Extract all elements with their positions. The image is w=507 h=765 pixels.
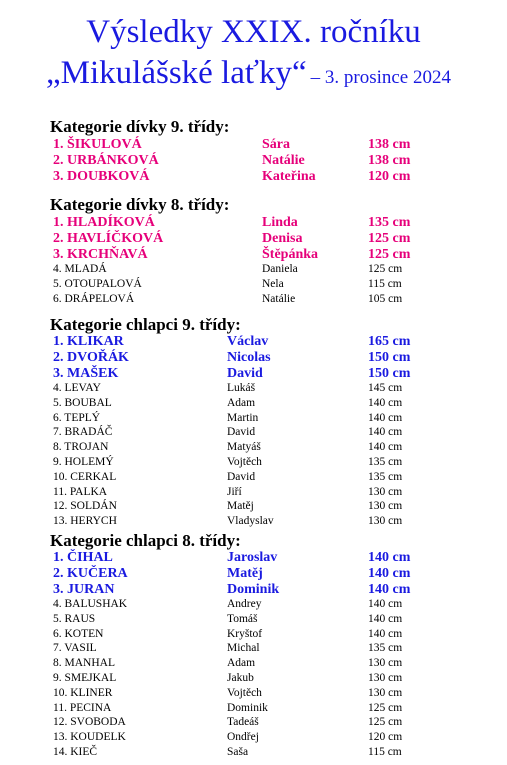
result-place-surname: 13. HERYCH bbox=[53, 515, 117, 528]
result-first-name: Vladyslav bbox=[227, 515, 274, 528]
result-height: 140 cm bbox=[368, 396, 403, 409]
result-row bbox=[0, 231, 507, 247]
result-place-surname: 11. PALKA bbox=[53, 485, 108, 498]
result-row bbox=[0, 169, 507, 185]
result-place-surname: 12. SOLDÁN bbox=[53, 500, 117, 513]
result-first-name: Dominik bbox=[227, 582, 280, 597]
result-place-surname: 4. LEVAY bbox=[53, 382, 101, 394]
result-first-name: Adam bbox=[227, 396, 256, 409]
category-heading: Kategorie dívky 9. třídy: bbox=[50, 117, 230, 136]
result-height: 140 cm bbox=[368, 441, 403, 454]
result-first-name: Kryštof bbox=[227, 627, 263, 640]
result-height: 140 cm bbox=[368, 550, 411, 565]
category-heading: Kategorie dívky 8. třídy: bbox=[50, 195, 230, 214]
result-row bbox=[0, 566, 507, 582]
result-height: 130 cm bbox=[368, 672, 403, 684]
result-row bbox=[0, 702, 507, 716]
result-row bbox=[0, 215, 507, 231]
result-height: 120 cm bbox=[368, 731, 403, 744]
result-row bbox=[0, 515, 507, 529]
result-place-surname: 5. OTOUPALOVÁ bbox=[53, 277, 142, 290]
result-first-name: Saša bbox=[227, 746, 249, 758]
result-first-name: Vojtěch bbox=[227, 686, 262, 699]
event-date: – 3. prosince 2024 bbox=[310, 67, 451, 88]
result-place-surname: 12. SVOBODA bbox=[53, 716, 126, 729]
result-place-surname: 8. MANHAL bbox=[53, 657, 115, 670]
result-row bbox=[0, 613, 507, 627]
result-row bbox=[0, 628, 507, 642]
result-height: 138 cm bbox=[368, 137, 411, 152]
result-row bbox=[0, 397, 507, 411]
result-first-name: Natálie bbox=[262, 292, 296, 305]
result-height: 140 cm bbox=[368, 598, 403, 610]
result-place-surname: 3. DOUBKOVÁ bbox=[53, 169, 150, 184]
result-height: 140 cm bbox=[368, 566, 411, 581]
result-height: 125 cm bbox=[368, 716, 403, 729]
result-row bbox=[0, 334, 507, 350]
result-place-surname: 2. DVOŘÁK bbox=[53, 350, 129, 365]
result-height: 140 cm bbox=[368, 426, 403, 439]
result-place-surname: 3. KRCHŇAVÁ bbox=[53, 247, 148, 262]
result-place-surname: 5. BOUBAL bbox=[53, 396, 112, 409]
result-height: 125 cm bbox=[368, 247, 411, 262]
result-first-name: David bbox=[227, 470, 256, 483]
result-height: 125 cm bbox=[368, 263, 403, 275]
result-row bbox=[0, 687, 507, 701]
result-height: 115 cm bbox=[368, 746, 402, 758]
result-height: 140 cm bbox=[368, 627, 403, 640]
result-height: 140 cm bbox=[368, 612, 403, 625]
result-row bbox=[0, 486, 507, 500]
result-first-name: Matěj bbox=[227, 500, 254, 513]
result-height: 130 cm bbox=[368, 686, 403, 699]
result-height: 130 cm bbox=[368, 657, 403, 670]
result-row bbox=[0, 278, 507, 292]
result-row bbox=[0, 716, 507, 730]
result-place-surname: 4. MLADÁ bbox=[53, 263, 107, 275]
result-place-surname: 2. URBÁNKOVÁ bbox=[53, 153, 159, 168]
result-place-surname: 9. SMEJKAL bbox=[53, 672, 117, 684]
result-height: 105 cm bbox=[368, 292, 403, 305]
result-row bbox=[0, 731, 507, 745]
result-row bbox=[0, 293, 507, 307]
result-place-surname: 3. JURAN bbox=[53, 582, 115, 597]
result-row bbox=[0, 366, 507, 382]
result-height: 135 cm bbox=[368, 456, 403, 468]
result-height: 125 cm bbox=[368, 701, 403, 714]
result-first-name: Martin bbox=[227, 411, 259, 424]
result-place-surname: 10. CERKAL bbox=[53, 470, 117, 483]
result-row bbox=[0, 500, 507, 514]
category-heading: Kategorie chlapci 9. třídy: bbox=[50, 315, 241, 334]
result-row bbox=[0, 263, 507, 277]
result-place-surname: 1. HLADÍKOVÁ bbox=[53, 215, 155, 230]
result-row bbox=[0, 582, 507, 598]
result-place-surname: 5. RAUS bbox=[53, 612, 96, 625]
result-height: 150 cm bbox=[368, 366, 411, 381]
result-row bbox=[0, 247, 507, 263]
result-place-surname: 4. BALUSHAK bbox=[53, 598, 128, 610]
result-first-name: Matyáš bbox=[227, 441, 261, 454]
result-place-surname: 14. KIEČ bbox=[53, 746, 98, 758]
result-height: 135 cm bbox=[368, 470, 403, 483]
result-first-name: Linda bbox=[262, 215, 298, 230]
result-first-name: Adam bbox=[227, 657, 256, 670]
result-first-name: Václav bbox=[227, 334, 269, 349]
result-row bbox=[0, 382, 507, 396]
result-row bbox=[0, 426, 507, 440]
result-row bbox=[0, 441, 507, 455]
result-height: 130 cm bbox=[368, 515, 403, 528]
result-row bbox=[0, 137, 507, 153]
result-first-name: Jaroslav bbox=[227, 550, 278, 565]
result-height: 130 cm bbox=[368, 485, 403, 498]
result-row bbox=[0, 672, 507, 686]
event-name: „Mikulášské laťky“ bbox=[46, 55, 307, 91]
result-place-surname: 2. HAVLÍČKOVÁ bbox=[53, 231, 164, 246]
result-first-name: Daniela bbox=[262, 263, 298, 275]
result-place-surname: 6. KOTEN bbox=[53, 627, 104, 640]
result-first-name: Andrey bbox=[227, 598, 262, 610]
result-height: 150 cm bbox=[368, 350, 411, 365]
result-place-surname: 11. PECINA bbox=[53, 701, 112, 714]
result-first-name: Nicolas bbox=[227, 350, 271, 365]
result-height: 125 cm bbox=[368, 231, 411, 246]
result-height: 135 cm bbox=[368, 642, 403, 655]
result-row bbox=[0, 456, 507, 470]
page-subtitle bbox=[46, 55, 451, 91]
result-row bbox=[0, 746, 507, 760]
result-height: 145 cm bbox=[368, 382, 403, 394]
result-first-name: Sára bbox=[262, 137, 290, 152]
result-height: 135 cm bbox=[368, 215, 411, 230]
result-first-name: Vojtěch bbox=[227, 456, 262, 468]
result-height: 115 cm bbox=[368, 277, 402, 290]
result-first-name: Tadeáš bbox=[227, 716, 259, 729]
result-first-name: Jakub bbox=[227, 672, 254, 684]
category-heading: Kategorie chlapci 8. třídy: bbox=[50, 531, 241, 550]
result-place-surname: 1. ŠIKULOVÁ bbox=[53, 137, 142, 152]
result-height: 130 cm bbox=[368, 500, 403, 513]
result-place-surname: 7. BRADÁČ bbox=[53, 426, 113, 439]
result-first-name: Lukáš bbox=[227, 382, 256, 394]
result-first-name: Nela bbox=[262, 277, 284, 290]
result-first-name: Michal bbox=[227, 642, 260, 655]
result-height: 138 cm bbox=[368, 153, 411, 168]
result-place-surname: 8. TROJAN bbox=[53, 441, 109, 454]
result-height: 120 cm bbox=[368, 169, 411, 184]
result-place-surname: 2. KUČERA bbox=[53, 566, 128, 581]
result-first-name: Denisa bbox=[262, 231, 303, 246]
result-height: 165 cm bbox=[368, 334, 411, 349]
result-height: 140 cm bbox=[368, 582, 411, 597]
result-place-surname: 3. MAŠEK bbox=[53, 366, 119, 381]
result-row bbox=[0, 657, 507, 671]
result-row bbox=[0, 153, 507, 169]
result-row bbox=[0, 598, 507, 612]
result-row bbox=[0, 550, 507, 566]
result-first-name: Jiří bbox=[227, 485, 242, 498]
result-place-surname: 6. DRÁPELOVÁ bbox=[53, 292, 135, 305]
result-row bbox=[0, 471, 507, 485]
result-first-name: David bbox=[227, 366, 263, 381]
result-first-name: David bbox=[227, 426, 256, 439]
result-place-surname: 9. HOLEMÝ bbox=[53, 456, 114, 468]
result-first-name: Dominik bbox=[227, 701, 268, 714]
result-place-surname: 13. KOUDELK bbox=[53, 731, 126, 744]
result-place-surname: 6. TEPLÝ bbox=[53, 411, 101, 424]
result-place-surname: 10. KLINER bbox=[53, 686, 113, 699]
result-first-name: Kateřina bbox=[262, 169, 316, 184]
result-row bbox=[0, 642, 507, 656]
result-place-surname: 7. VASIL bbox=[53, 642, 97, 655]
result-first-name: Tomáš bbox=[227, 612, 258, 625]
result-first-name: Natálie bbox=[262, 153, 305, 168]
result-row bbox=[0, 350, 507, 366]
result-first-name: Ondřej bbox=[227, 731, 259, 744]
result-row bbox=[0, 412, 507, 426]
result-place-surname: 1. KLIKAR bbox=[53, 334, 124, 349]
result-height: 140 cm bbox=[368, 411, 403, 424]
page-title: Výsledky XXIX. ročníku bbox=[86, 14, 421, 50]
result-place-surname: 1. ČIHAL bbox=[53, 550, 113, 565]
result-first-name: Matěj bbox=[227, 566, 263, 581]
result-first-name: Štěpánka bbox=[262, 247, 319, 262]
